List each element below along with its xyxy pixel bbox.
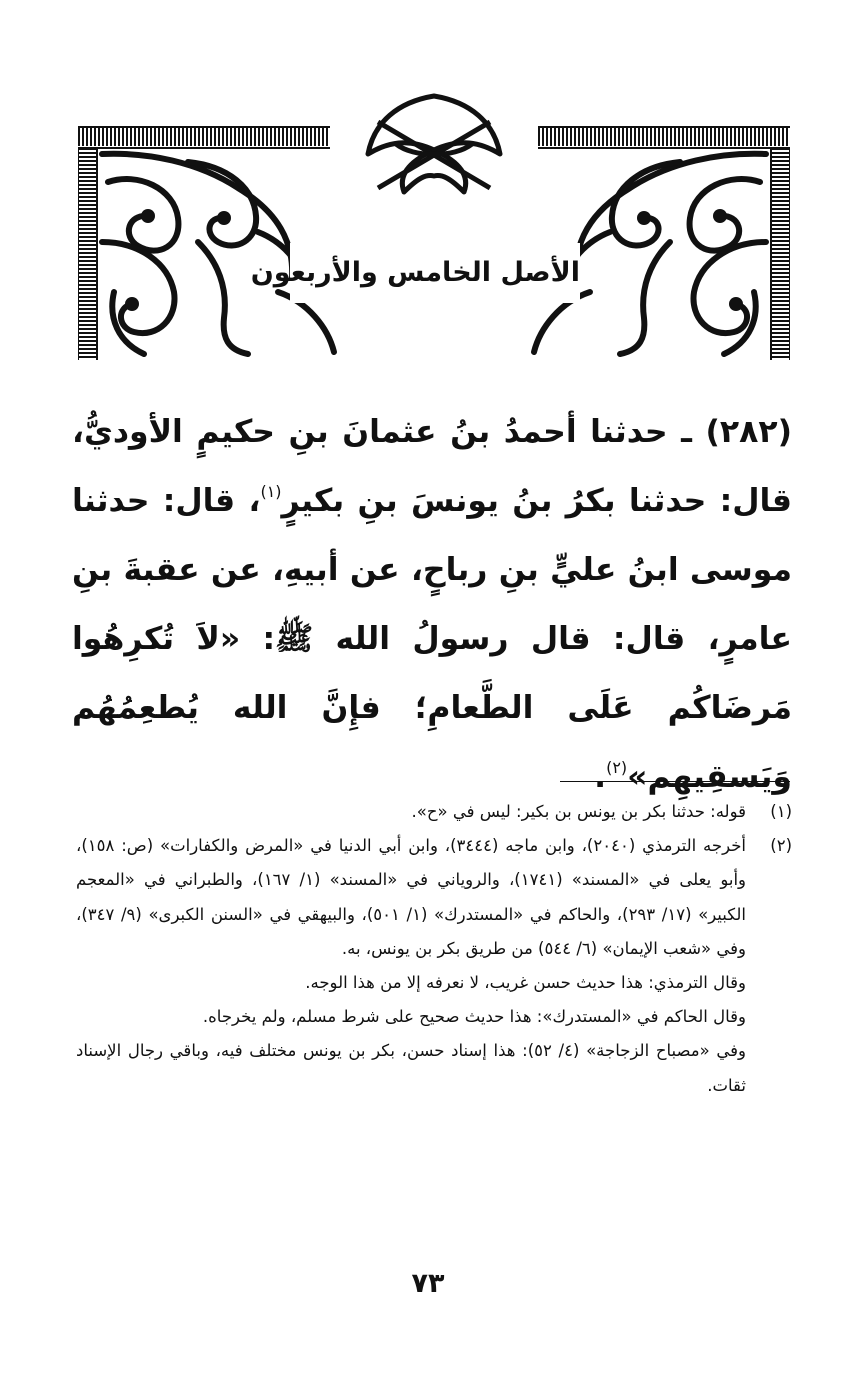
page-number: ٧٣ — [411, 1268, 445, 1299]
footnote-divider — [560, 781, 790, 782]
hadith-text-part2: ، قال: حدثنا موسى ابنُ عليٍّ بنِ رباحٍ، عن أبيهِ، عن عقبةَ بنِ عامرٍ، قال: قال رسولُ الله ﷺ: «لاَ تُكرِهُوا مَرضَاكُم عَلَى الطَّعامِ؛ فإِنَّ الله يُطعِمُهُم وَيَسقِيهِم» — [72, 483, 792, 795]
footnotes — [76, 795, 792, 1103]
footnote-ref-2: (٢) — [606, 758, 628, 777]
footnote-1 — [76, 795, 792, 829]
hadith-text-end: . — [594, 759, 607, 795]
footnote-ref-1: (١) — [260, 482, 282, 501]
chapter-title: الأصل الخامس والأربعون — [290, 243, 580, 303]
footnote-1-text: قوله: حدثنا بكر بن يونس بن بكير: ليس في «ح». — [411, 802, 746, 821]
footnote-2 — [76, 829, 792, 966]
arabesque-header-ornament — [78, 92, 790, 360]
hadith-text — [72, 398, 792, 812]
footnote-1-number: (١) — [770, 802, 792, 821]
hadith-number: (٢٨٢) — [705, 414, 792, 450]
footnote-2-hakim: وقال الحاكم في «المستدرك»: هذا حديث صحيح على شرط مسلم، ولم يخرجاه. — [202, 1007, 746, 1027]
footnote-2-tirmidhi: وقال الترمذي: هذا حديث حسن غريب، لا نعرفه إلا من هذا الوجه. — [305, 973, 746, 993]
hadith-text-part1: ـ حدثنا أحمدُ بنُ عثمانَ بنِ حكيمٍ الأوديُّ، قال: حدثنا بكرُ بنُ يونسَ بنِ بكيرٍ — [72, 414, 793, 519]
footnote-2-number: (٢) — [770, 836, 792, 856]
footnote-2-misbah: وفي «مصباح الزجاجة» (٤/ ٥٢): هذا إسناد حسن، بكر بن يونس مختلف فيه، وباقي رجال الإسناد ثقات. — [76, 1041, 746, 1095]
footnote-2-text: أخرجه الترمذي (٢٠٤٠)، وابن ماجه (٣٤٤٤)، وابن أبي الدنيا في «المرض والكفارات» (ص: ١٥٨)، وأبو يعلى في «المسند» (١٧٤١)، والروياني في «المسند» (١/ ١٦٧)، والطبراني في «المعجم الكبير» (١٧/ ٢٩٣)، والحاكم في «المستدرك» (١/ ٥٠١)، والبيهقي في «السنن الكبرى» (٩/ ٣٤٧)، وفي «شعب الإيمان» (٦/ ٥٤٤) من طريق بكر بن يونس، به. — [76, 836, 746, 958]
